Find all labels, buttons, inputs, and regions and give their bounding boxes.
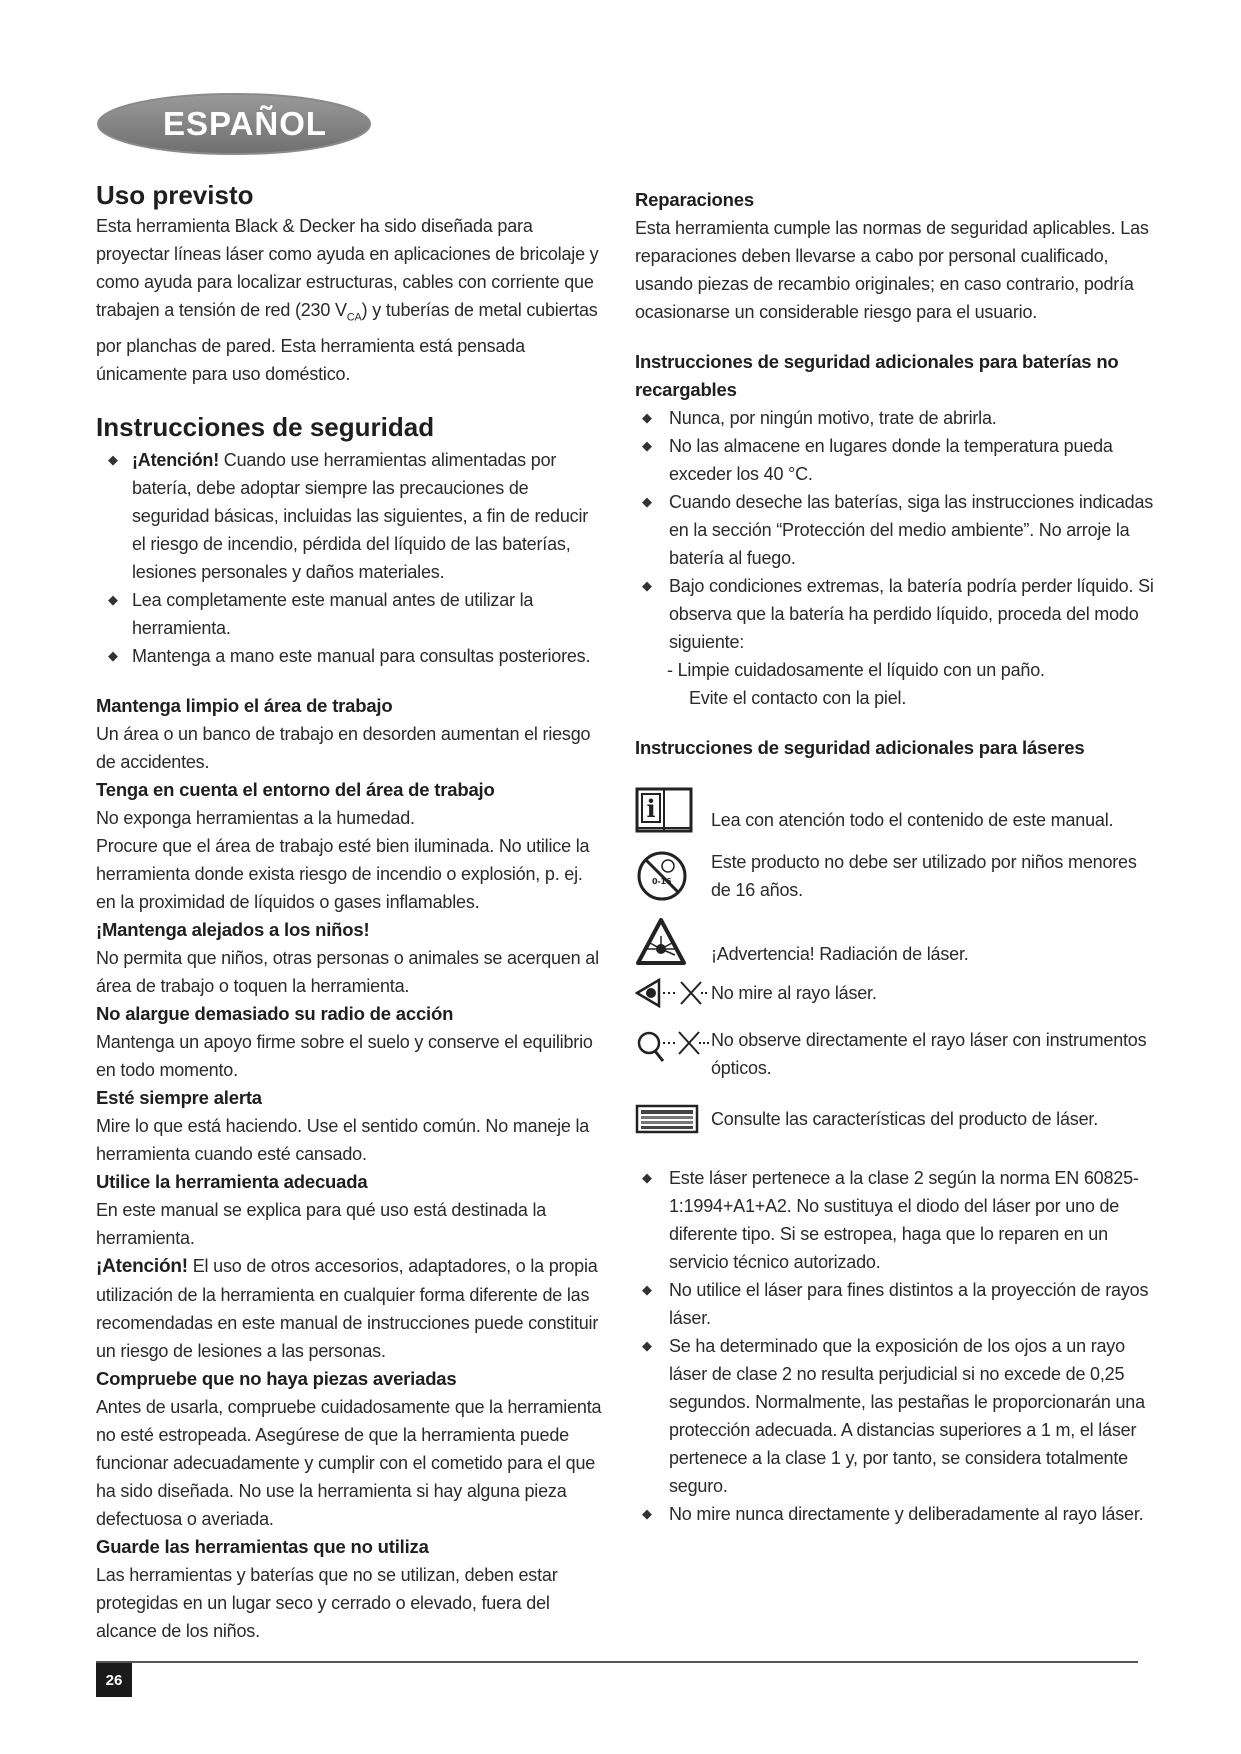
icon-description: No observe directamente el rayo láser con instrumentos ópticos.	[711, 1030, 1147, 1078]
bullet-icon: ◆	[642, 578, 652, 593]
subsection-title: Guarde las herramientas que no utiliza	[96, 1535, 429, 1557]
bullet-icon: ◆	[642, 1282, 652, 1297]
subsection-title: Reparaciones	[635, 189, 754, 210]
section-title-seguridad: Instrucciones de seguridad	[96, 411, 435, 442]
subsection-title: Instrucciones de seguridad adicionales para láseres	[635, 737, 1085, 758]
paragraph: Las herramientas y baterías que no se utilizan, deben estar protegidas en un lugar seco y cerrado o elevado, fuera del alcance de los niños.	[96, 1564, 558, 1641]
icon-row	[635, 974, 1155, 1012]
bullet-icon: ◆	[108, 591, 118, 607]
subsection-title: Compruebe que no haya piezas averiadas	[96, 1367, 457, 1389]
read-manual-icon	[635, 786, 711, 836]
page-number: 26	[96, 1663, 132, 1697]
paragraph: Antes de usarla, compruebe cuidadosamente que la herramienta no esté estropeada. Asegúrese de que la herramienta puede funcionar adecuadamente y cumplir con el cometido para el que ha sido diseñada. No use la herramienta si hay alguna pieza defectuosa o averiada.	[96, 1396, 602, 1529]
left-column	[96, 178, 604, 1645]
paragraph: Un área o un banco de trabajo en desorden aumentan el riesgo de accidentes.	[96, 723, 591, 772]
no-optics-icon	[635, 1026, 711, 1066]
bullet-icon: ◆	[642, 494, 652, 509]
icon-row	[635, 786, 1155, 836]
subsection-title: No alargue demasiado su radio de acción	[96, 1002, 454, 1024]
paragraph: Mire lo que está haciendo. Use el sentido común. No maneje la herramienta cuando esté cansado.	[96, 1115, 590, 1164]
list-item: ◆ Este láser pertenece a la clase 2 según la norma EN 60825-1:1994+A1+A2. No sustituya el diodo del láser por uno de diferente tipo. Si se estropea, haga que lo reparen en un servicio técnico autorizado.	[635, 1164, 1155, 1276]
bullet-icon: ◆	[642, 1170, 652, 1185]
paragraph: Procure que el área de trabajo esté bien iluminada. No utilice la herramienta donde exista riesgo de incendio o explosión, p. ej. en la proximidad de líquidos o gases inflamables.	[96, 835, 590, 912]
bullet-icon: ◆	[642, 438, 652, 453]
list-item: ◆ No las almacene en lugares donde la temperatura pueda exceder los 40 °C.	[635, 432, 1155, 488]
subsection-title: Utilice la herramienta adecuada	[96, 1170, 368, 1192]
list-item: ◆ Nunca, por ningún motivo, trate de abrirla.	[635, 404, 1155, 432]
bullet-icon: ◆	[108, 647, 118, 663]
icon-row	[635, 848, 1155, 904]
icon-description: Este producto no debe ser utilizado por niños menores de 16 años.	[711, 852, 1137, 900]
icon-row	[635, 1104, 1155, 1134]
paragraph: No permita que niños, otras personas o animales se acerquen al área de trabajo o toquen la herramienta.	[96, 947, 599, 996]
subsection-title: Esté siempre alerta	[96, 1086, 262, 1108]
language-badge	[96, 92, 372, 156]
list-item: ◆ Cuando deseche las baterías, siga las instrucciones indicadas en la sección “Protección del medio ambiente”. No arroje la batería al fuego.	[635, 488, 1155, 572]
icon-description: Consulte las características del producto de láser.	[711, 1109, 1099, 1129]
paragraph: ¡Atención! El uso de otros accesorios, adaptadores, o la propia utilización de la herramienta en cualquier forma diferente de las recomendadas en este manual de instrucciones puede constituir un riesgo de lesiones a las personas.	[96, 1255, 599, 1361]
section-title-uso-previsto: Uso previsto	[96, 180, 254, 210]
svg-text:i: i	[646, 794, 656, 823]
uso-previsto-text: Esta herramienta Black & Decker ha sido diseñada para proyectar líneas láser como ayuda en aplicaciones de bricolaje y como ayuda para localizar estructuras, cables con corriente que trabajen a tensión de red (230 $V_{CA}$) y tuberías de metal cubiertas por planchas de pared. Esta herramienta está pensada únicamente para uso doméstico.	[96, 216, 599, 384]
paragraph: Esta herramienta cumple las normas de seguridad aplicables. Las reparaciones deben llevarse a cabo por personal cualificado, usando piezas de recambio originales; en caso contrario, podría ocasionarse un considerable riesgo para el usuario.	[635, 218, 1149, 322]
subsection-title: Mantenga limpio el área de trabajo	[96, 694, 393, 716]
list-item: ◆ No utilice el láser para fines distintos a la proyección de rayos láser.	[635, 1276, 1155, 1332]
no-children-icon	[635, 849, 711, 903]
laser-warning-icon	[635, 917, 711, 967]
list-item: ◆ No mire nunca directamente y deliberadamente al rayo láser.	[635, 1500, 1155, 1528]
bullet-icon: ◆	[642, 1338, 652, 1353]
bullet-icon: ◆	[108, 451, 118, 467]
bullet-icon: ◆	[642, 1506, 652, 1521]
dash-item-continuation: Evite el contacto con la piel.	[689, 688, 907, 708]
icon-description: ¡Advertencia! Radiación de láser.	[711, 944, 969, 964]
subsection-title: Tenga en cuenta el entorno del área de trabajo	[96, 778, 495, 800]
laser-bullets	[635, 1164, 1155, 1528]
list-item: ◆ Lea completamente este manual antes de utilizar la herramienta.	[96, 586, 604, 642]
paragraph: En este manual se explica para qué uso está destinada la herramienta.	[96, 1199, 547, 1248]
laser-label-icon	[635, 1104, 711, 1134]
list-item: ◆ Se ha determinado que la exposición de los ojos a un rayo láser de clase 2 no resulta perjudicial si no excede de 0,25 segundos. Normalmente, las pestañas le proporcionarán una protección adecuada. A distancias superiores a 1 m, el láser pertenece a la clase 1 y, por tanto, se considera totalmente seguro.	[635, 1332, 1155, 1500]
list-item: ◆ ¡Atención! Cuando use herramientas alimentadas por batería, debe adoptar siempre las precauciones de seguridad básicas, incluidas las siguientes, a fin de reducir el riesgo de incendio, pérdida del líquido de las baterías, lesiones personales y daños materiales.	[96, 446, 604, 586]
icon-description: Lea con atención todo el contenido de este manual.	[711, 810, 1114, 830]
subsection-title: ¡Mantenga alejados a los niños!	[96, 918, 370, 940]
no-stare-eye-icon	[635, 974, 711, 1012]
icon-row	[635, 1026, 1155, 1082]
icon-row	[635, 916, 1155, 968]
icon-description: No mire al rayo láser.	[711, 983, 877, 1003]
bullet-icon: ◆	[642, 410, 652, 425]
paragraph: Mantenga un apoyo firme sobre el suelo y conserve el equilibrio en todo momento.	[96, 1031, 593, 1080]
language-label: ESPAÑOL	[162, 105, 328, 142]
right-column	[635, 186, 1155, 1528]
subsection-title: Instrucciones de seguridad adicionales para baterías no recargables	[635, 351, 1119, 400]
paragraph: No exponga herramientas a la humedad.	[96, 807, 415, 828]
list-item: ◆ Mantenga a mano este manual para consultas posteriores.	[96, 642, 604, 670]
list-item: ◆ Bajo condiciones extremas, la batería podría perder líquido. Si observa que la batería ha perdido líquido, proceda del modo siguiente:	[635, 572, 1155, 656]
svg-text:0-16: 0-16	[652, 877, 672, 886]
footer-rule	[96, 1661, 1138, 1663]
dash-item: - Limpie cuidadosamente el líquido con un paño.	[667, 660, 1045, 680]
